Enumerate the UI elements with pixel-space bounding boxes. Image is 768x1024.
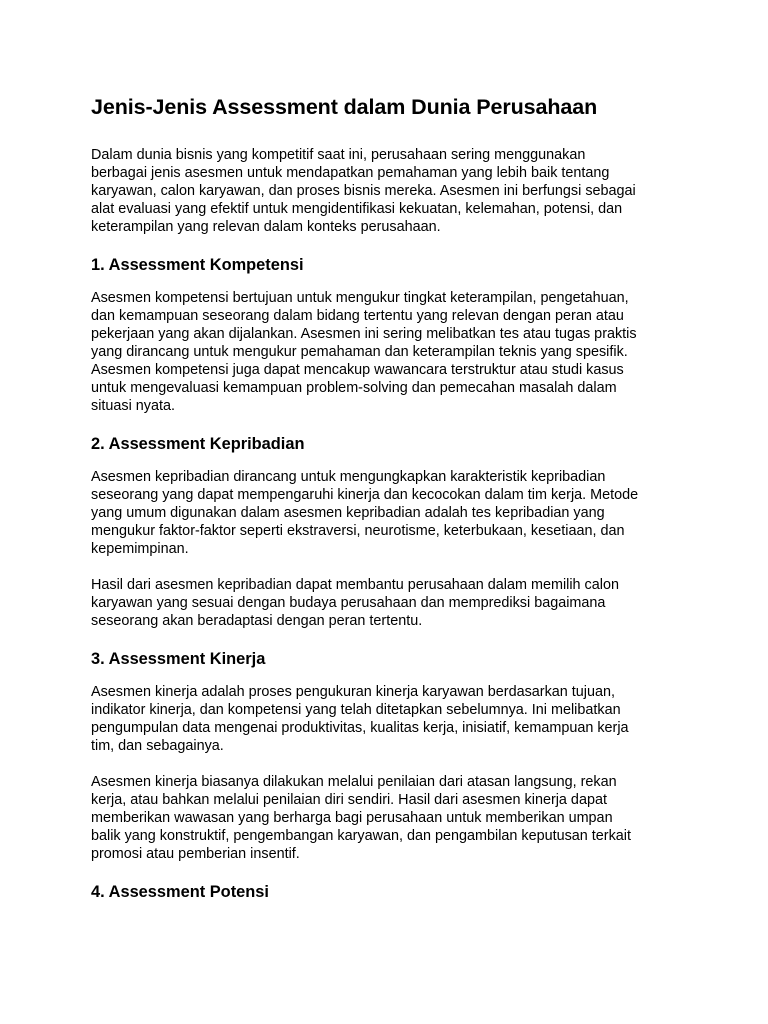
spacer (91, 630, 691, 648)
section-paragraph: Asesmen kompetensi bertujuan untuk mengukur tingkat keterampilan, pengetahuan, dan kemampuan seseorang dalam bidang tertentu yang relevan dengan peran atau pekerjaan yang akan dijalankan. Asesmen ini sering melibatkan tes atau tugas praktis yang dirancang untuk mengukur pemahaman dan keterampilan teknis yang spesifik. Asesmen kompetensi juga dapat mencakup wawancara terstruktur atau studi kasus untuk mengevaluasi kemampuan problem-solving dan pemecahan masalah dalam situasi nyata. (91, 290, 637, 414)
document-title: Jenis-Jenis Assessment dalam Dunia Perusahaan (91, 95, 598, 119)
section-paragraph: Hasil dari asesmen kepribadian dapat membantu perusahaan dalam memilih calon karyawan yang sesuai dengan budaya perusahaan dan memprediksi bagaimana seseorang akan beradaptasi dengan peran tertentu. (91, 577, 619, 629)
section-potensi (91, 881, 691, 903)
spacer (91, 670, 691, 683)
section-heading: 4. Assessment Potensi (91, 883, 269, 901)
section-heading: 3. Assessment Kinerja (91, 650, 266, 668)
section-heading: 1. Assessment Kompetensi (91, 256, 304, 274)
spacer (91, 558, 691, 576)
section-kompetensi (91, 254, 691, 433)
section-paragraph: Asesmen kinerja biasanya dilakukan melalui penilaian dari atasan langsung, rekan kerja, atau bahkan melalui penilaian diri sendiri. Hasil dari asesmen kinerja dapat memberikan wawasan yang berharga bagi perusahaan untuk memberikan umpan balik yang konstruktif, pengembangan karyawan, dan pengambilan keputusan terkait promosi atau pemberian insentif. (91, 774, 631, 862)
spacer (91, 863, 691, 881)
section-kinerja (91, 648, 691, 881)
section-paragraph: Asesmen kinerja adalah proses pengukuran kinerja karyawan berdasarkan tujuan, indikator kinerja, dan kompetensi yang telah ditetapkan sebelumnya. Ini melibatkan pengumpulan data mengenai produktivitas, kualitas kerja, inisiatif, kemampuan kerja tim, dan sebagainya. (91, 684, 629, 754)
spacer (91, 455, 691, 468)
document-page (91, 92, 691, 903)
spacer (91, 415, 691, 433)
spacer (91, 276, 691, 289)
section-kepribadian (91, 433, 691, 648)
section-paragraph: Asesmen kepribadian dirancang untuk mengungkapkan karakteristik kepribadian seseorang yang dapat mempengaruhi kinerja dan kecocokan dalam tim kerja. Metode yang umum digunakan dalam asesmen kepribadian adalah tes kepribadian yang mengukur faktor-faktor seperti ekstraversi, neurotisme, keterbukaan, kesetiaan, dan kepemimpinan. (91, 469, 639, 557)
section-heading: 2. Assessment Kepribadian (91, 435, 305, 453)
spacer (91, 755, 691, 773)
intro-paragraph: Dalam dunia bisnis yang kompetitif saat ini, perusahaan sering menggunakan berbagai jenis asesmen untuk mendapatkan pemahaman yang lebih baik tentang karyawan, calon karyawan, dan proses bisnis mereka. Asesmen ini berfungsi sebagai alat evaluasi yang efektif untuk mengidentifikasi kekuatan, kelemahan, potensi, dan keterampilan yang relevan dalam konteks perusahaan. (91, 147, 636, 235)
spacer (91, 236, 691, 254)
